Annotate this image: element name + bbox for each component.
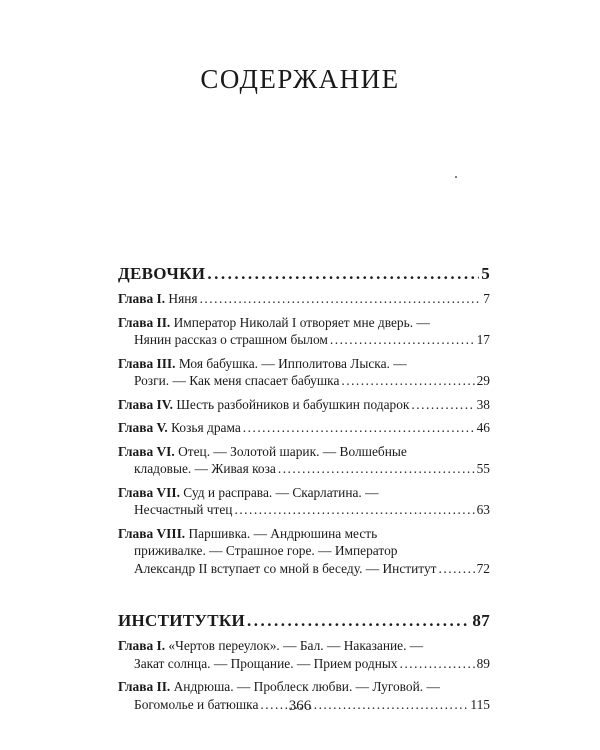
part-page-number: 5 <box>481 264 490 283</box>
chapter-title-text: Козья драма <box>171 420 241 435</box>
toc-entry-line <box>118 525 490 543</box>
toc-entry-line <box>118 501 490 519</box>
chapter-title-text: Отец. — Золотой шарик. — Волшебные <box>178 443 407 459</box>
chapter-label: Глава VI. <box>118 443 175 459</box>
toc-entry-line <box>118 542 490 560</box>
print-speck <box>455 176 457 178</box>
chapter-title-text: Шесть разбойников и бабушкин подарок <box>176 396 410 412</box>
chapter-page-number: 63 <box>476 502 490 517</box>
page-number: 366 <box>288 698 312 714</box>
chapter-title-text: Няня <box>168 291 198 306</box>
toc-entry-line <box>118 355 490 373</box>
chapter-page-number: 55 <box>476 461 490 476</box>
toc-entry <box>118 314 490 349</box>
toc-entry-line <box>118 331 490 349</box>
toc-entry-line <box>118 290 490 308</box>
toc-entry <box>118 637 490 672</box>
toc-entry-line <box>118 396 490 414</box>
toc-entry-line <box>118 314 490 332</box>
chapter-title-text: Несчастный чтец <box>134 502 233 517</box>
chapter-title-text: «Чертов переулок». — Бал. — Наказание. — <box>168 638 424 653</box>
chapter-page-number: 17 <box>476 332 490 347</box>
part-title: ДЕВОЧКИ <box>118 264 206 283</box>
toc-part-heading <box>118 264 490 284</box>
chapter-label: Глава I. <box>118 291 166 306</box>
chapter-label: Глава III. <box>118 355 176 371</box>
chapter-label: Глава I. <box>118 638 166 653</box>
toc-entry <box>118 290 490 308</box>
toc-entry-line <box>118 443 490 461</box>
chapter-title-text: Розги. — Как меня спасает бабушка <box>134 373 340 388</box>
toc-entry-line <box>118 637 490 655</box>
dot-leader <box>439 560 475 578</box>
chapter-title-text: Паршивка. — Андрюшина месть <box>188 525 378 541</box>
chapter-label: Глава V. <box>118 420 168 435</box>
dot-leader <box>278 460 475 478</box>
dot-leader <box>200 290 482 308</box>
chapter-label: Глава II. <box>118 679 171 694</box>
toc-part-heading <box>118 611 490 631</box>
part-page-number: 87 <box>472 611 490 630</box>
toc-entry-line <box>118 419 490 437</box>
chapter-title-text: Богомолье и батюшка <box>134 696 259 712</box>
chapter-page-number: 38 <box>476 396 490 412</box>
chapter-title-text: Моя бабушка. — Ипполитова Лыска. — <box>178 355 407 371</box>
chapter-page-number: 89 <box>476 655 490 671</box>
toc-entry <box>118 525 490 578</box>
chapter-title-text: Император Николай I отворяет мне дверь. — <box>173 314 430 330</box>
chapter-label: Глава IV. <box>118 396 173 412</box>
toc-entry-line <box>118 372 490 390</box>
part-title: ИНСТИТУТКИ <box>118 611 245 630</box>
toc-entry-line <box>118 460 490 478</box>
chapter-title-text: приживалке. — Страшное горе. — Император <box>134 543 398 558</box>
chapter-title-text: Закат солнца. — Прощание. — Прием родных <box>134 655 398 671</box>
dot-leader <box>400 655 475 673</box>
dot-leader <box>234 501 474 519</box>
dot-leader <box>207 264 479 284</box>
toc-entry-line <box>118 484 490 502</box>
chapter-page-number: 7 <box>483 291 490 306</box>
chapter-label: Глава VII. <box>118 484 180 500</box>
chapter-label: Глава II. <box>118 314 171 330</box>
chapter-title-text: Суд и расправа. — Скарлатина. — <box>183 484 379 500</box>
chapter-title-text: Александр II вступает со мной в беседу. — Институт <box>134 560 437 576</box>
toc-entry <box>118 443 490 478</box>
table-of-contents <box>118 264 490 719</box>
chapter-title-text: Андрюша. — Проблеск любви. — Луговой. — <box>173 679 440 694</box>
chapter-page-number: 46 <box>476 420 490 435</box>
toc-entry <box>118 419 490 437</box>
dot-leader <box>243 419 475 437</box>
dot-leader <box>247 611 470 631</box>
chapter-title-text: Нянин рассказ о страшном былом <box>134 332 328 347</box>
dot-leader <box>411 396 474 414</box>
dot-leader <box>330 331 475 349</box>
chapter-page-number: 29 <box>476 373 490 388</box>
chapter-label: Глава VIII. <box>118 525 186 541</box>
dot-leader <box>341 372 474 390</box>
toc-entry-line <box>118 678 490 696</box>
toc-entry-line <box>118 655 490 673</box>
toc-entry <box>118 355 490 390</box>
chapter-page-number: 115 <box>470 696 490 712</box>
toc-entry-line <box>118 560 490 578</box>
toc-entry <box>118 484 490 519</box>
chapter-title-text: кладовые. — Живая коза <box>134 461 276 476</box>
page-title: СОДЕРЖАНИЕ <box>200 64 400 94</box>
toc-entry <box>118 396 490 414</box>
chapter-page-number: 72 <box>476 560 490 576</box>
